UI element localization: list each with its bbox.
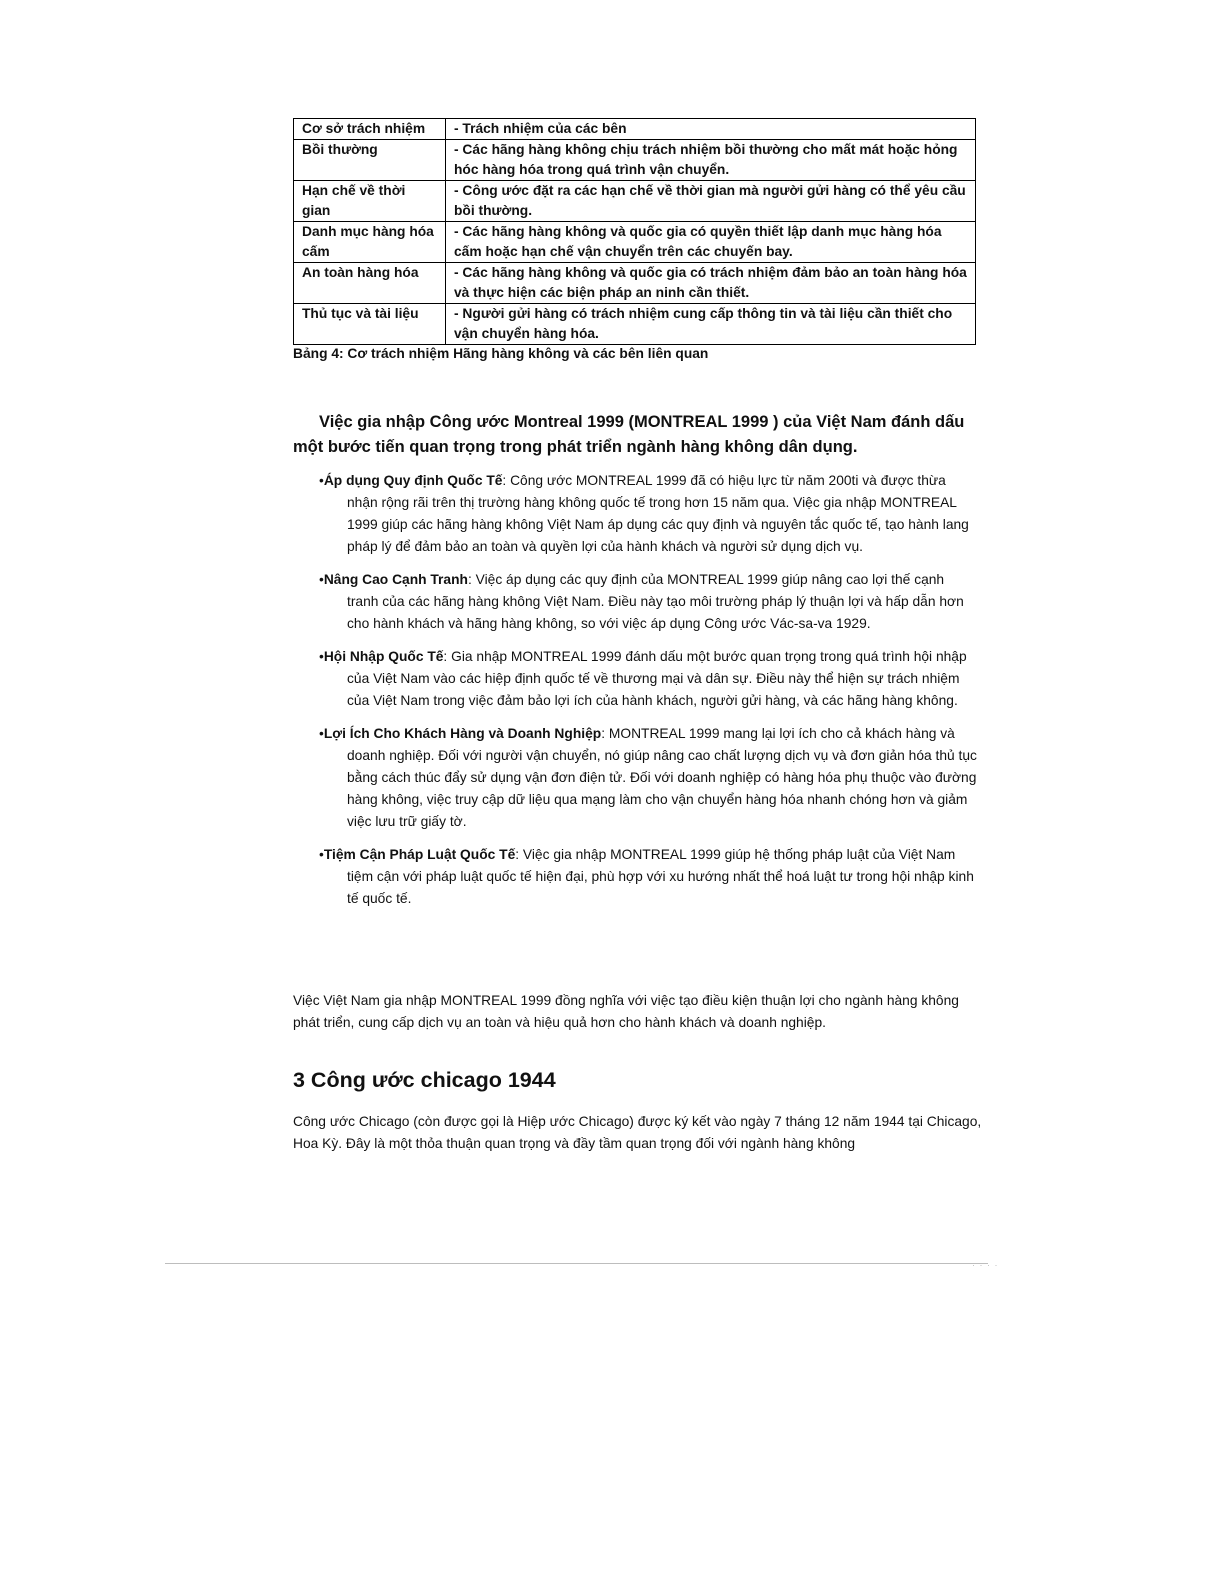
list-item-title: Lợi Ích Cho Khách Hàng và Doanh Nghiệp <box>323 726 602 741</box>
table-row <box>294 181 976 222</box>
list-item-title: Hội Nhập Quốc Tế <box>323 649 444 664</box>
list-item-text: : Công ước MONTREAL 1999 đã có hiệu lực từ năm 200ti và được thừa nhận rộng rãi trên thị trường hàng không quốc tế trong hơn 15 năm qua. Việc gia nhập MONTREAL 1999 giúp các hãng hàng không Việt Nam áp dụng các quy định và nguyên tắc quốc tế, tạo hành lang pháp lý để đảm bảo an toàn và quyền lợi của hành khách và người sử dụng dịch vụ. <box>347 473 969 554</box>
table-row <box>294 119 976 140</box>
table-row <box>294 304 976 345</box>
bullet-marker: • <box>319 847 324 862</box>
closing-paragraph: Việc Việt Nam gia nhập MONTREAL 1999 đồng nghĩa với việc tạo điều kiện thuận lợi cho ngành hàng không phát triển, cung cấp dịch vụ an toàn và hiệu quả hơn cho hành khách và doanh nghiệp. <box>293 993 959 1030</box>
bullet-marker: • <box>319 572 324 587</box>
benefits-list <box>319 470 979 921</box>
section-heading: 3 Công ước chicago 1944 <box>293 1068 556 1092</box>
responsibility-table <box>293 118 976 345</box>
intro-paragraph: Việc gia nhập Công ước Montreal 1999 (MONTREAL 1999 ) của Việt Nam đánh dấu một bước tiến quan trọng trong phát triển ngành hàng không dân dụng. <box>293 413 965 456</box>
list-item-title: Tiệm Cận Pháp Luật Quốc Tế <box>323 847 516 862</box>
page-bottom-divider <box>165 1263 988 1264</box>
list-item-title: Áp dụng Quy định Quốc Tế <box>323 473 503 488</box>
list-item-title: Nâng Cao Cạnh Tranh <box>323 572 468 587</box>
table-cell-description: - Công ước đặt ra các hạn chế về thời gian mà người gửi hàng có thể yêu cầu bồi thường. <box>446 181 976 222</box>
bullet-marker: • <box>319 649 324 664</box>
table-cell-description: - Các hãng hàng không chịu trách nhiệm bồi thường cho mất mát hoặc hỏng hóc hàng hóa trong quá trình vận chuyển. <box>446 140 976 181</box>
list-item <box>319 569 979 635</box>
list-item <box>319 844 979 910</box>
page-break-marker: · · · · <box>972 1260 999 1270</box>
table-cell-basis: Hạn chế về thời gian <box>294 181 446 222</box>
table-row <box>294 263 976 304</box>
table-cell-description: - Các hãng hàng không và quốc gia có quyền thiết lập danh mục hàng hóa cấm hoặc hạn chế vận chuyển trên các chuyến bay. <box>446 222 976 263</box>
chicago-paragraph: Công ước Chicago (còn được gọi là Hiệp ước Chicago) được ký kết vào ngày 7 tháng 12 năm 1944 tại Chicago, Hoa Kỳ. Đây là một thỏa thuận quan trọng và đầy tầm quan trọng đối với ngành hàng không <box>293 1114 982 1151</box>
table-cell-basis: Danh mục hàng hóa cấm <box>294 222 446 263</box>
table-row <box>294 140 976 181</box>
table-cell-basis: An toàn hàng hóa <box>294 263 446 304</box>
list-item-text: : Việc gia nhập MONTREAL 1999 giúp hệ thống pháp luật của Việt Nam tiệm cận với pháp luật quốc tế hiện đại, phù hợp với xu hướng nhất thể hoá luật tư trong hội nhập kinh tế quốc tế. <box>347 847 974 906</box>
table-cell-description: - Người gửi hàng có trách nhiệm cung cấp thông tin và tài liệu cần thiết cho vận chuyển hàng hóa. <box>446 304 976 345</box>
table-caption: Bảng 4: Cơ trách nhiệm Hãng hàng không và các bên liên quan <box>293 346 709 361</box>
list-item-text: : MONTREAL 1999 mang lại lợi ích cho cả khách hàng và doanh nghiệp. Đối với người vận chuyển, nó giúp nâng cao chất lượng dịch vụ và đơn giản hóa thủ tục bằng cách thúc đẩy sử dụng vận đơn điện tử. Đối với doanh nghiệp có hàng hóa phụ thuộc vào đường hàng không, việc truy cập dữ liệu qua mạng làm cho vận chuyển hàng hóa nhanh chóng hơn và giảm việc lưu trữ giấy tờ. <box>347 726 977 829</box>
table-cell-basis: Thủ tục và tài liệu <box>294 304 446 345</box>
table-cell-basis: Cơ sở trách nhiệm <box>294 119 446 140</box>
list-item-text: : Việc áp dụng các quy định của MONTREAL 1999 giúp nâng cao lợi thế cạnh tranh của các hãng hàng không Việt Nam. Điều này tạo môi trường pháp lý thuận lợi và hấp dẫn hơn cho hành khách và hãng hàng không, so với việc áp dụng Công ước Vác-sa-va 1929. <box>347 572 964 631</box>
list-item <box>319 646 979 712</box>
bullet-marker: • <box>319 726 324 741</box>
bullet-marker: • <box>319 473 324 488</box>
list-item <box>319 470 979 558</box>
table-cell-description: - Trách nhiệm của các bên <box>446 119 976 140</box>
list-item <box>319 723 979 833</box>
list-item-text: : Gia nhập MONTREAL 1999 đánh dấu một bước quan trọng trong quá trình hội nhập của Việt Nam vào các hiệp định quốc tế về thương mại và dân sự. Điều này thể hiện sự trách nhiệm của Việt Nam trong việc đảm bảo lợi ích của hành khách, người gửi hàng, và các hãng hàng không. <box>347 649 967 708</box>
table-cell-description: - Các hãng hàng không và quốc gia có trách nhiệm đảm bảo an toàn hàng hóa và thực hiện các biện pháp an ninh cần thiết. <box>446 263 976 304</box>
table-cell-basis: Bồi thường <box>294 140 446 181</box>
table-row <box>294 222 976 263</box>
